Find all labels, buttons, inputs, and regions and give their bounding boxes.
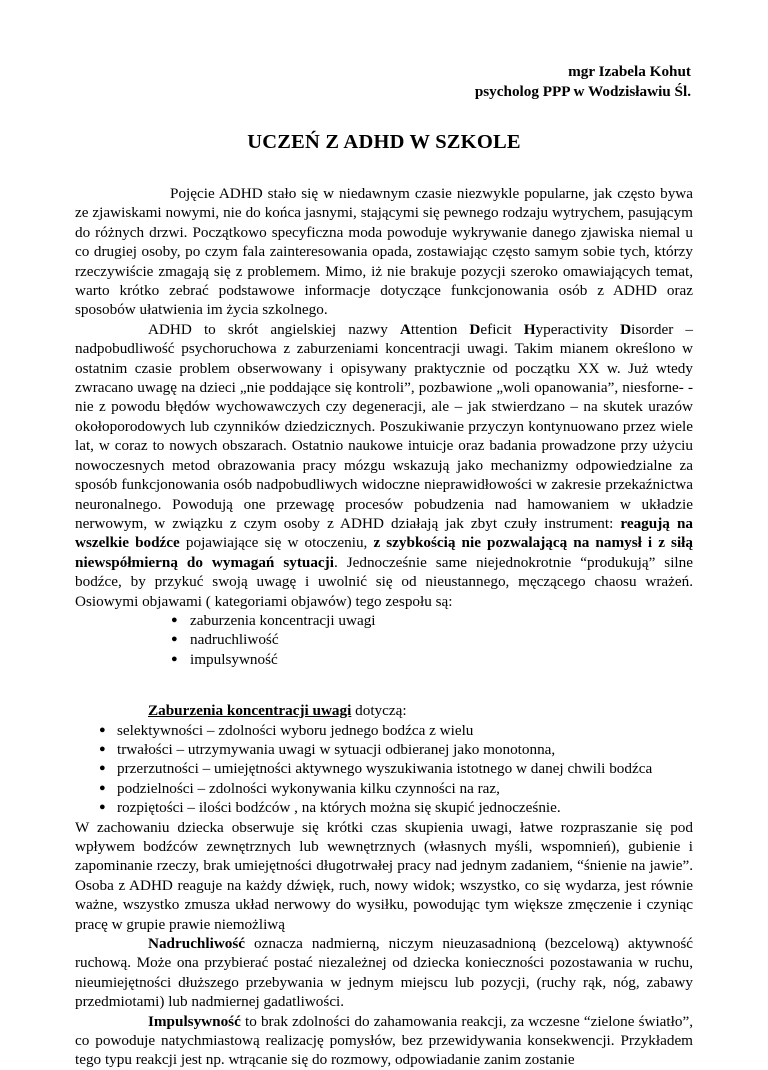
document-body — [75, 184, 693, 1070]
list-item: ● impulsywność — [75, 650, 693, 669]
hyperactivity-heading: Nadruchliwość — [148, 935, 246, 953]
attention-list — [75, 721, 693, 818]
symptom-list — [75, 611, 693, 669]
list-item: ● selektywności – zdolności wyboru jednego bodźca z wielu — [75, 721, 693, 740]
impulsivity-paragraph: Impulsywność to brak zdolności do zahamowania reakcji, za wczesne “zielone światło”, co powoduje natychmiastową realizację pomysłów, bez przewidywania konsekwencji. Przykładem tego typu reakcji jest np. wtrącanie się do rozmowy, odpowiadanie zanim zostanie — [75, 1012, 693, 1069]
author-name: mgr Izabela Kohut — [568, 63, 691, 80]
list-item: ● przerzutności – umiejętności aktywnego wyszukiwania istotnego w danej chwili bodźca — [75, 759, 693, 778]
list-item: ● podzielności – zdolności wykonywania kilku czynności na raz, — [75, 779, 693, 798]
list-item: ● rozpiętości – ilości bodźców , na których można się skupić jednocześnie. — [75, 798, 693, 817]
author-block — [475, 62, 691, 101]
hyperactivity-paragraph: Nadruchliwość oznacza nadmierną, niczym nieuzasadnioną (bezcelową) aktywność ruchową. Może ona przybierać postać niezależnej od dziecka konieczności pozostawania w ruchu, nieumiejętności dłuższego przebywania w jednym miejscu lub pozycji, (ruchy rąk, nóg, zabawy przedmiotami) lub nadmiernej gadatliwości. — [75, 935, 693, 1011]
attention-heading-line: Zaburzenia koncentracji uwagi dotyczą: — [148, 702, 407, 720]
behaviour-paragraph: W zachowaniu dziecka obserwuje się krótki czas skupienia uwagi, łatwe rozpraszanie się pod wpływem bodźców zewnętrznych lub wewnętrznych (własnych myśli, wspomnień), gubienie i zapominanie rzeczy, brak umiejętności długotrwałej pracy nad jednym zadaniem, “śnienie na jawie”. Osoba z ADHD reaguje na każdy dźwięk, ruch, nowy widok; wszystko, co się wydarza, jest równie ważne, wszystko zmusza układ nerwowy do wysiłku, powodując tym większe zmęczenie i czyniąc pracę w grupie prawie niemożliwą — [75, 818, 693, 933]
list-item: ● zaburzenia koncentracji uwagi — [75, 611, 693, 630]
list-item: ● trwałości – utrzymywania uwagi w sytuacji odbieranej jako monotonna, — [75, 740, 693, 759]
adhd-paragraph: ADHD to skrót angielskiej nazwy Attention Deficit Hyperactivity Disorder – nadpobudliwość psychoruchowa z zaburzeniami koncentracji uwagi. Takim mianem określono w ostatnim czasie problem obserwowany i opisywany praktycznie od początku XX w. Już wtedy zwracano uwagę na dzieci „nie poddające się kontroli”, pozbawione „woli opanowania”, niesforne- - nie z powodu błędów wychowawczych czy degeneracji, ale – jak stwierdzano – na skutek urazów okołoporodowych lub czynników dziedzicznych. Poszukiwanie przyczyn kontynuowano przez wiele lat, w coraz to nowych obszarach. Ostatnio naukowe intuicje oraz badania prowadzone przy użyciu nowoczesnych metod obrazowania pracy mózgu wskazują jako mechanizmy odpowiedzialne za sposób funkcjonowania osób nadpobudliwych widoczne nieprawidłowości w zakresie przekaźnictwa neuronalnego. Powodują one przewagę procesów pobudzenia nad hamowaniem w układzie nerwowym, w związku z czym osoby z ADHD działają jak zbyt czuły instrument: reagują na wszelkie bodźce pojawiające się w otoczeniu, z szybkością nie pozwalającą na namysł i z siłą niewspółmierną do wymagań sytuacji. Jednocześnie same niejednokrotnie “produkują” silne bodźce, by przykuć swoją uwagę i uwolnić się od nieustannego, męczącego chaosu wrażeń. Osiowymi objawami ( kategoriami objawów) tego zespołu są: — [75, 320, 693, 610]
page-title: UCZEŃ Z ADHD W SZKOLE — [247, 131, 521, 153]
list-item: ● nadruchliwość — [75, 630, 693, 649]
intro-paragraph: Pojęcie ADHD stało się w niedawnym czasie niezwykle popularne, jak często bywa ze zjawiskami nowymi, nie do końca jasnymi, stającymi się pewnego rodzaju wytrychem, pasującym do różnych drzwi. Początkowo specyficzna moda powoduje wykrywanie danego zjawiska niemal u co drugiej osoby, po czym fala zainteresowania opada, zostawiając często samym sobie tych, którzy rzeczywiście zmagają się z problemem. Mimo, iż nie brakuje pozycji szeroko omawiających temat, warto krótko zebrać podstawowe informacje dotyczące funkcjonowania osób z ADHD oraz sposobów ułatwienia im życia szkolnego. — [75, 185, 693, 319]
impulsivity-heading: Impulsywność — [148, 1012, 241, 1030]
author-position: psycholog PPP w Wodzisławiu Śl. — [474, 82, 691, 100]
attention-heading: Zaburzenia koncentracji uwagi — [148, 702, 352, 720]
